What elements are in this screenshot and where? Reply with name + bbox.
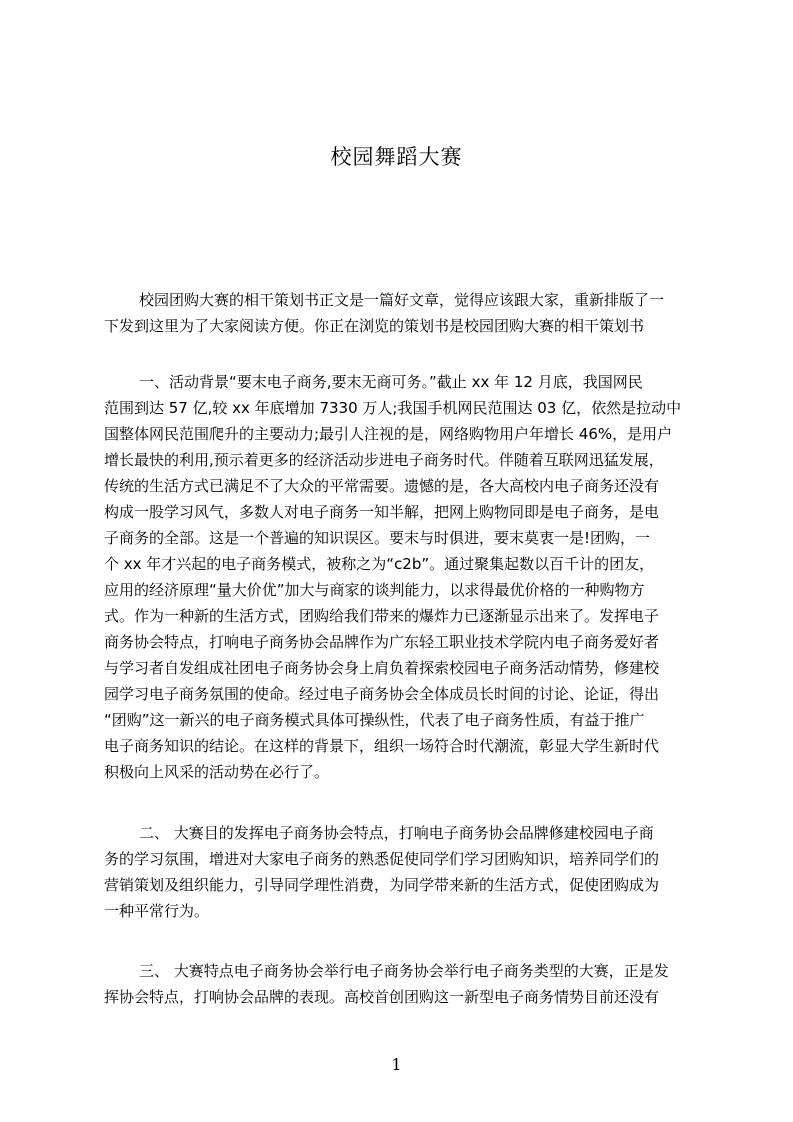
paragraph-line: 子商务的全部。这是一个普遍的知识误区。要末与时俱进，要末莫衷一是!团购，一 (104, 529, 651, 547)
page-number: 1 (391, 1055, 402, 1074)
paragraph-line: 一、活动背景“要末电子商务,要末无商可务。”截止 xx 年 12 月底，我国网民 (139, 373, 643, 391)
paragraph-line: 构成一股学习风气，多数人对电子商务一知半解，把网上购物同即是电子商务，是电 (104, 503, 660, 521)
paragraph-line: 增长最快的利用,预示着更多的经济活动步进电子商务时代。伴随着互联网迅猛发展， (104, 451, 664, 469)
paragraph-line: 挥协会特点，打响协会品牌的表现。高校首创团购这一新型电子商务情势目前还没有 (104, 988, 660, 1006)
paragraph-line: 商务协会特点，打响电子商务协会品牌作为广东轻工职业技术学院内电子商务爱好者 (104, 633, 660, 651)
paragraph-line: 下发到这里为了大家阅读方便。你正在浏览的策划书是校园团购大赛的相干策划书 (104, 317, 645, 335)
paragraph-line: 二、 大赛目的发挥电子商务协会特点，打响电子商务协会品牌修建校园电子商 (139, 824, 654, 842)
paragraph-line: 个 xx 年才兴起的电子商务模式，被称之为“c2b”。通过聚集起数以百千计的团友， (104, 555, 655, 573)
paragraph-line: 国整体网民范围爬升的主要动力;最引人注视的是，网络购物用户年增长 46%，是用户 (104, 425, 673, 443)
paragraph-line: “团购”这一新兴的电子商务模式具体可操纵性，代表了电子商务性质，有益于推广 (104, 711, 645, 729)
paragraph-line: 应用的经济原理“量大价优”加大与商家的谈判能力，以求得最优价格的一种购物方 (104, 581, 645, 599)
paragraph-line: 营销策划及组织能力，引导同学理性消费，为同学带来新的生活方式，促使团购成为 (104, 876, 660, 894)
paragraph-line: 范围到达 57 亿,较 xx 年底增加 7330 万人;我国手机网民范围达 03 亿，依然是拉动中 (104, 399, 682, 417)
paragraph-line: 与学习者自发组成社团电子商务协会身上肩负着探索校园电子商务活动情势，修建校 (104, 659, 660, 677)
paragraph-line: 园学习电子商务氛围的使命。经过电子商务协会全体成员长时间的讨论、论证，得出 (104, 685, 660, 703)
paragraph-line: 校园团购大赛的相干策划书正文是一篇好文章，觉得应该跟大家，重新排版了一 (139, 291, 665, 309)
paragraph-line: 式。作为一种新的生活方式，团购给我们带来的爆炸力已逐渐显示出来了。发挥电子 (104, 607, 660, 625)
paragraph-line: 一种平常行为。 (104, 902, 210, 920)
paragraph-line: 传统的生活方式已满足不了大众的平常需要。遗憾的是，各大高校内电子商务还没有 (104, 477, 660, 495)
paragraph-line: 电子商务知识的结论。在这样的背景下，组织一场符合时代潮流，彰显大学生新时代 (104, 737, 660, 755)
paragraph-line: 积极向上风采的活动势在必行了。 (104, 763, 330, 781)
document-title: 校园舞蹈大赛 (330, 145, 463, 169)
paragraph-line: 务的学习氛围，增进对大家电子商务的熟悉促使同学们学习团购知识，培养同学们的 (104, 850, 660, 868)
paragraph-line: 三、 大赛特点电子商务协会举行电子商务协会举行电子商务类型的大赛，正是发 (139, 962, 669, 980)
